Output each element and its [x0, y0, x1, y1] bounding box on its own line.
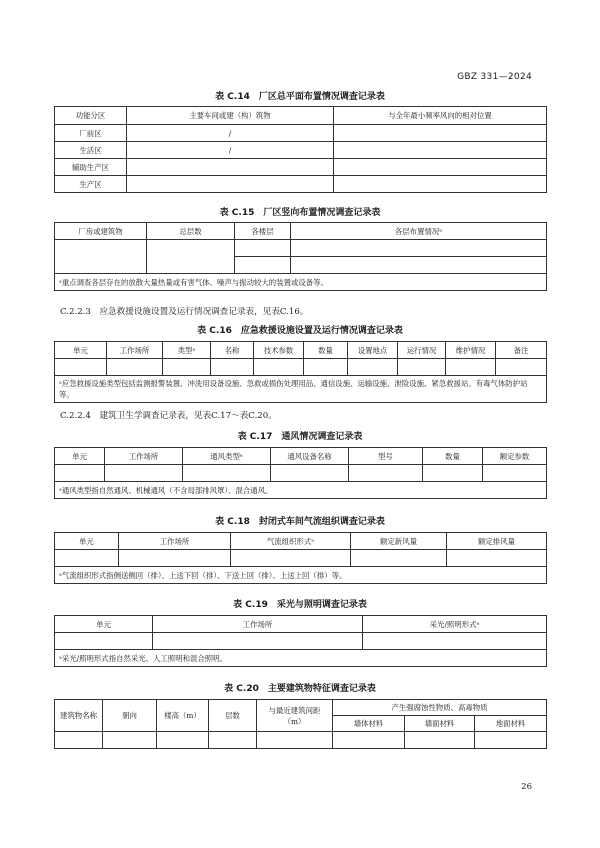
table-header: 通风设备名称	[271, 448, 349, 465]
table-note: ᵃ气流组织形式指侧送侧回（排）、上送下回（排）、下送上回（排）、上送上回（排）等。	[55, 567, 547, 584]
table-note: ᵃ应急救援设施类型包括监测报警装置、冲洗用设备设施、急救或损伤处理用品、通信设施、运输设施、泄险设施、紧急救援站、有毒气体防护站等。	[55, 376, 547, 403]
table-cell	[147, 240, 235, 274]
table-cell	[235, 240, 291, 257]
table-c20-caption: 表 C.20 主要建筑物特征调查记录表	[224, 684, 376, 694]
table-row	[55, 550, 547, 567]
standard-code: GBZ 331—2024	[457, 72, 532, 82]
table-header: 工作场所	[105, 448, 183, 465]
table-header: 各楼层	[235, 223, 291, 240]
table-header: 单元	[55, 616, 153, 633]
table-cell	[334, 159, 547, 176]
table-cell	[334, 125, 547, 142]
table-header: 类型ᵃ	[163, 342, 211, 359]
table-c20	[54, 699, 547, 749]
table-c14-caption: 表 C.14 厂区总平面布置情况调查记录表	[215, 92, 385, 102]
table-header: 与全年最小频率风向的相对位置	[334, 107, 547, 125]
table-cell: 生产区	[55, 176, 127, 193]
table-cell	[291, 240, 547, 257]
table-cell: 厂前区	[55, 125, 127, 142]
table-cell	[127, 176, 334, 193]
table-note: ᵃ重点调查各层存在的放散大量热量或有害气体、噪声与振动较大的装置或设备等。	[55, 274, 547, 291]
table-header: 数量	[304, 342, 348, 359]
table-cell	[334, 142, 547, 159]
table-note: ᵃ采光/照明形式指自然采光、人工照明和混合照明。	[55, 650, 547, 667]
table-c19	[54, 615, 547, 667]
table-header: 技术参数	[254, 342, 304, 359]
table-header: 额定新风量	[351, 533, 447, 550]
table-cell: 辅助生产区	[55, 159, 127, 176]
table-cell	[55, 240, 147, 274]
table-header: 备注	[496, 342, 547, 359]
table-c15	[54, 222, 547, 291]
table-cell: 生活区	[55, 142, 127, 159]
table-cell	[291, 257, 547, 274]
clause-c223: C.2.2.3 应急救援设施设置及运行情况调查记录表，见表C.16。	[60, 307, 309, 317]
table-row	[55, 125, 547, 142]
table-header: 采光/照明形式ᵃ	[363, 616, 547, 633]
table-header: 型号	[349, 448, 423, 465]
table-header: 厂房或建筑物	[55, 223, 147, 240]
table-c16-caption: 表 C.16 应急救援设施设置及运行情况调查记录表	[197, 326, 403, 336]
table-header: 单元	[55, 342, 107, 359]
table-header: 产生强腐蚀性物质、高毒物质	[333, 700, 547, 716]
table-header: 单元	[55, 448, 105, 465]
table-cell: /	[127, 125, 334, 142]
table-header: 名称	[211, 342, 254, 359]
table-row	[55, 465, 547, 482]
table-header: 额定参数	[483, 448, 547, 465]
table-header: 设置地点	[348, 342, 398, 359]
table-cell	[334, 176, 547, 193]
table-header: 运行情况	[398, 342, 446, 359]
table-row	[55, 359, 547, 376]
table-cell	[235, 257, 291, 274]
table-header: 工作场所	[107, 342, 163, 359]
table-header: 主要车间或建（构）筑物	[127, 107, 334, 125]
table-row	[55, 142, 547, 159]
table-row	[55, 633, 547, 650]
table-note: ᵃ通风类型指自然通风、机械通风（不含局部排风罩）、混合通风。	[55, 482, 547, 499]
table-row	[55, 159, 547, 176]
table-header: 墙面材料	[405, 716, 475, 732]
table-header: 额定排风量	[447, 533, 547, 550]
table-header: 气流组织形式ᵃ	[231, 533, 351, 550]
table-c16	[54, 341, 547, 403]
table-c18-caption: 表 C.18 封闭式车间气流组织调查记录表	[215, 517, 385, 527]
table-header: 朝向	[103, 700, 157, 732]
table-header: 功能分区	[55, 107, 127, 125]
table-header: 维护情况	[446, 342, 496, 359]
clause-c224: C.2.2.4 建筑卫生学调查记录表，见表C.17～表C.20。	[60, 411, 277, 421]
page-number: 26	[521, 782, 532, 792]
table-header: 楼高（m）	[157, 700, 209, 732]
table-c19-caption: 表 C.19 采光与照明调查记录表	[233, 600, 367, 610]
table-header: 单元	[55, 533, 119, 550]
table-header: 工作场所	[153, 616, 363, 633]
table-header: 地面材料	[475, 716, 547, 732]
table-header: 层数	[209, 700, 257, 732]
table-row	[55, 240, 547, 257]
table-header: 数量	[423, 448, 483, 465]
table-header: 各层布置情况ᵃ	[291, 223, 547, 240]
table-row	[55, 732, 547, 749]
table-header: 通风类型ᵃ	[183, 448, 271, 465]
table-row	[55, 176, 547, 193]
table-header: 工作场所	[119, 533, 231, 550]
table-header: 建筑物名称	[55, 700, 103, 732]
table-cell: /	[127, 142, 334, 159]
table-c17	[54, 447, 547, 499]
table-c17-caption: 表 C.17 通风情况调查记录表	[237, 432, 363, 442]
table-header: 墙体材料	[333, 716, 405, 732]
table-header: 与最近建筑间距（m）	[257, 700, 333, 732]
table-c18	[54, 532, 547, 584]
table-cell	[127, 159, 334, 176]
table-c14	[54, 106, 547, 193]
table-header: 总层数	[147, 223, 235, 240]
table-c15-caption: 表 C.15 厂区竖向布置情况调查记录表	[219, 208, 381, 218]
